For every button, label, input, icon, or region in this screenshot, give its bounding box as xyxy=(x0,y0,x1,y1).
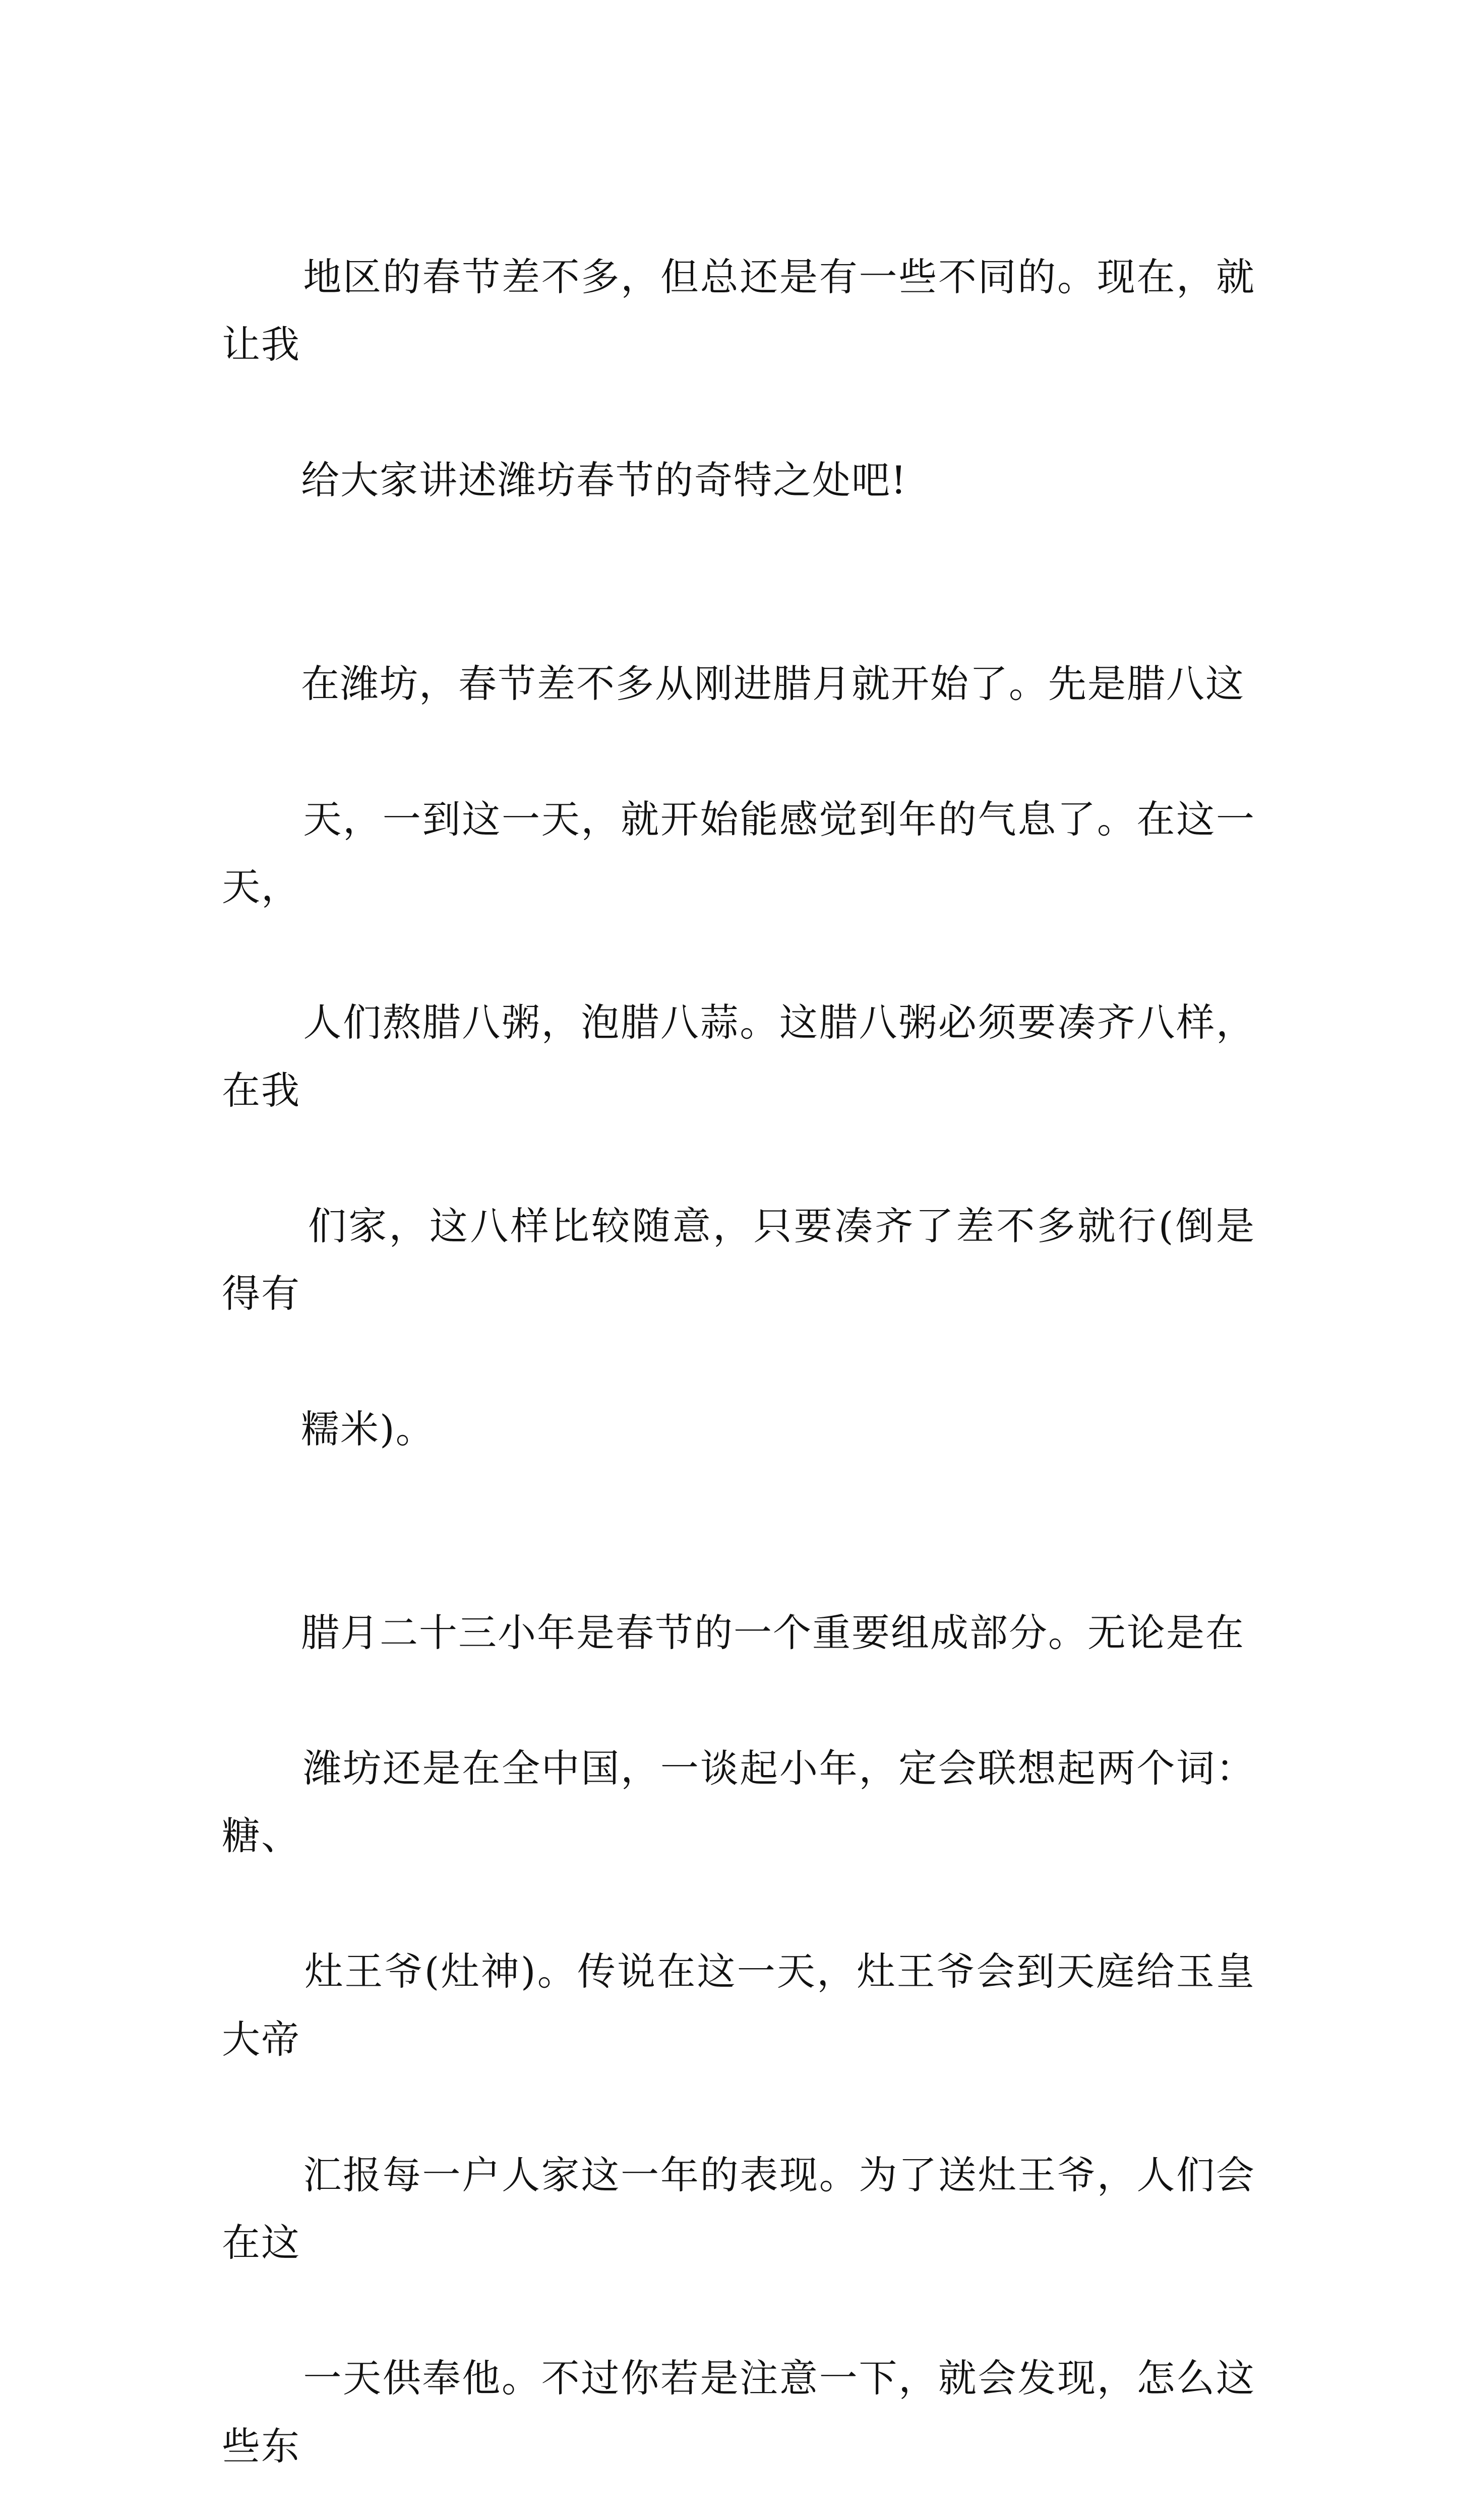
text-line: 给大家讲述潍坊春节的奇特之处吧! xyxy=(300,458,907,502)
paragraph-xiaonian xyxy=(222,1531,1255,2520)
text-line: 一天供奉他。不过你若是注意一下，就会发现，怎么这些东 xyxy=(222,2356,1256,2469)
text-line: 潍坊还是在全中国，一谈起小年，定会联想起两个词：糖、 xyxy=(222,1745,1256,1858)
text-line: 汇报每一户人家这一年的表现。为了送灶王爷，人们会在这 xyxy=(222,2152,1256,2265)
text-line: 人们熬腊八粥，泡腊八蒜。这腊八粥必须要凑齐八样，在我 xyxy=(222,1000,1256,1113)
paragraph-laba xyxy=(222,582,1255,1531)
text-line: 在潍坊，春节差不多从刚进腊月就开始了。先是腊八这 xyxy=(300,661,1245,706)
paragraph-intro-continued xyxy=(222,175,1255,582)
text-line: 地区的春节差不多，但总还是有一些不同的。现在，就让我 xyxy=(222,254,1256,367)
text-line: 们家，这八样比较随意，只要凑齐了差不多就行(倒是得有 xyxy=(222,1203,1256,1316)
text-line: 灶王爷(灶神)。传说在这一天，灶王爷会到天庭给玉皇大帝 xyxy=(222,1949,1255,2062)
text-line: 糯米)。 xyxy=(300,1407,435,1452)
text-line: 腊月二十三小年是春节的一个重要组成部分。无论是在 xyxy=(300,1610,1245,1655)
body-text xyxy=(222,175,1255,2520)
text-line: 天，一到这一天，就开始能感觉到年的气息了。在这一天， xyxy=(222,796,1256,909)
